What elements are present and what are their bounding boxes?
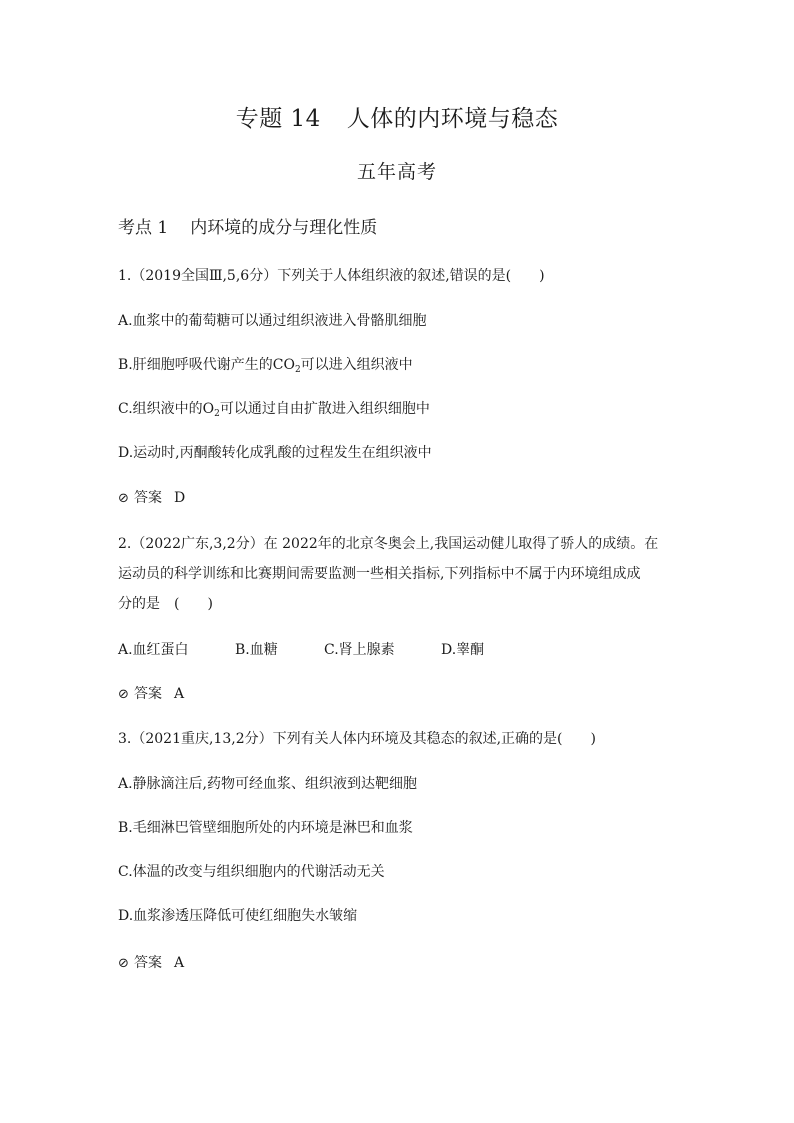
answer-label: 答案 [134, 686, 162, 702]
question-3-option-d: D.血浆渗透压降低可使红细胞失水皱缩 [118, 908, 358, 924]
answer-label: 答案 [134, 490, 162, 506]
question-3-option-b: B.毛细淋巴管壁细胞所处的内环境是淋巴和血浆 [118, 820, 413, 836]
question-1-answer [118, 488, 185, 509]
document-subtitle: 五年高考 [356, 161, 437, 183]
question-1-option-b [118, 355, 413, 375]
answer-label: 答案 [134, 955, 162, 971]
option-b-text-post: 可以进入组织液中 [300, 357, 413, 373]
question-2-stem-line-1: 2.（2022广东,3,2分）在 2022年的北京冬奥会上,我国运动健儿取得了骄人的成绩。在 [118, 536, 659, 552]
check-circle-icon: ⊘ [118, 687, 129, 702]
option-b-text-pre: B.肝细胞呼吸代谢产生的CO [118, 357, 295, 373]
question-3-option-a: A.静脉滴注后,药物可经血浆、组织液到达靶细胞 [118, 776, 418, 792]
question-2-options [118, 640, 484, 660]
question-2-option-a: A.血红蛋白 [118, 642, 189, 658]
question-1-option-d: D.运动时,丙酮酸转化成乳酸的过程发生在组织液中 [118, 445, 432, 461]
section-number: 考点 1 [118, 218, 169, 238]
option-c-subscript: 2 [214, 409, 220, 419]
section-name: 内环境的成分与理化性质 [190, 218, 378, 238]
question-2-option-b: B.血糖 [235, 642, 278, 658]
question-3-option-c: C.体温的改变与组织细胞内的代谢活动无关 [118, 864, 385, 880]
title-prefix: 专题 14 [235, 106, 321, 132]
question-2-option-c: C.肾上腺素 [324, 642, 395, 658]
question-1-option-a: A.血浆中的葡萄糖可以通过组织液进入骨骼肌细胞 [118, 313, 427, 329]
question-2-answer [118, 684, 184, 705]
check-circle-icon: ⊘ [118, 956, 129, 971]
check-circle-icon: ⊘ [118, 491, 129, 506]
question-2-stem-line-2: 运动员的科学训练和比赛期间需要监测一些相关指标,下列指标中不属于内环境组成成 [118, 566, 641, 582]
question-2-stem-line-3: 分的是 ( ) [118, 596, 213, 612]
answer-value: A [174, 955, 185, 971]
option-c-text-pre: C.组织液中的O [118, 401, 215, 417]
section-heading [118, 216, 377, 240]
question-3-stem: 3.（2021重庆,13,2分）下列有关人体内环境及其稳态的叙述,正确的是( ) [118, 731, 596, 747]
option-b-subscript: 2 [294, 365, 301, 375]
option-c-text-post: 可以通过自由扩散进入组织细胞中 [219, 401, 430, 417]
answer-value: A [174, 686, 185, 702]
question-3-answer [118, 953, 184, 974]
document-title [0, 103, 794, 135]
question-1-stem: 1.（2019全国Ⅲ,5,6分）下列关于人体组织液的叙述,错误的是( ) [118, 268, 545, 284]
title-main: 人体的内环境与稳态 [346, 106, 559, 132]
question-1-option-c [118, 399, 430, 419]
question-2-option-d: D.睾酮 [441, 642, 485, 658]
answer-value: D [174, 490, 186, 506]
